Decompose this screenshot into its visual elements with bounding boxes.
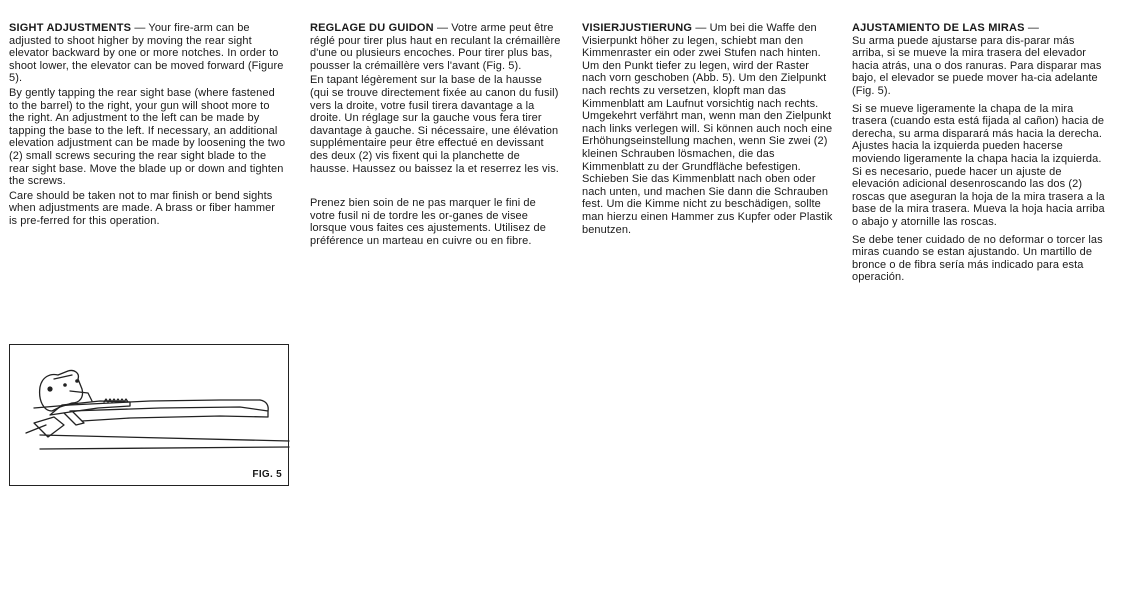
rear-sight-illustration xyxy=(10,345,290,487)
german-column xyxy=(582,22,834,236)
english-paragraph-1-text: — Your fire-arm can be adjusted to shoot higher by moving the rear sight elevator backward by one or more notches. In order to shoot lower, the elevator can be moved forward (Figure 5). xyxy=(9,22,284,85)
spanish-column xyxy=(852,22,1106,284)
spanish-paragraph-1: Su arma puede ajustarse para dis-parar más arriba, si se mueve la mira trasera del elevador hacia atrás, una o dos ranuras. Para disparar mas bajo, el elevador se puede mover ha-cia adelante (Fig. 5). xyxy=(852,34,1102,97)
english-column xyxy=(9,22,286,228)
english-paragraph-2: By gently tapping the rear sight base (where fastened to the barrel) to the right, your gun will shoot more to the right. An adjustment to the left can be made by tapping the base to the left. If necessary, an additional elevation adjustment can be made by loosening the two (2) small screws securing the rear sight blade to the rear sight base. Move the blade up or down and tighten the screws. xyxy=(9,86,286,188)
figure-label: FIG. 5 xyxy=(252,469,282,480)
spanish-heading: AJUSTAMIENTO DE LAS MIRAS xyxy=(852,22,1025,34)
french-paragraph-1-text: — Votre arme peut être réglé pour tirer plus haut en reculant la crémaillère d'une ou plusieurs encoches. Pour tirer plus bas, pousser la crémaillère vers l'avant (Fig. 5). xyxy=(310,22,561,72)
german-paragraph-1-text: — Um bei die Waffe den Visierpunkt höher zu legen, schiebt man den Kimmenraster ein oder zwei Stufen nach hinten. Um den Punkt tiefer zu legen, wird der Raster nach vorn geschoben (Abb. 5). Um den Zielpunkt nach rechts zu versetzen, klopft man das Kimmenblatt am Laufnut vorsichtig nach rechts. Umgekehrt verfährt man, wenn man den Zielpunkt nach links verlegen will. Si können auch noch eine Erhöhungseinstellung machen, wenn Sie zwei (2) kleinen Schrauben lösmachen, die das Kimmenblatt zu der Grundfläche befestigen. Schieben Sie das Kimmenblatt nach oben oder nach unten, und machen Sie dann die Schrauben fest. Um die Kimme nicht zu beschädigen, sollte man hierzu einen Hammer zus Kupfer oder Plastik benutzen. xyxy=(582,22,833,236)
english-heading: SIGHT ADJUSTMENTS xyxy=(9,22,132,34)
english-paragraph-1 xyxy=(9,22,286,85)
spanish-heading-line xyxy=(852,22,1106,35)
spanish-paragraph-3: Se debe tener cuidado de no deformar o torcer las miras cuando se estan ajustando. Un martillo de bronce o de fibra sería más indicado para esta operación. xyxy=(852,233,1103,284)
french-heading: REGLAGE DU GUIDON xyxy=(310,22,434,34)
german-heading: VISIERJUSTIERUNG xyxy=(582,22,693,34)
english-paragraph-3: Care should be taken not to mar finish or bend sights when adjustments are made. A brass or fiber hammer is pre-ferred for this operation. xyxy=(9,189,276,227)
french-paragraph-2: En tapant légèrement sur la base de la hausse (qui se trouve directement fixée au canon du fusil) vers la droite, votre fusil tirera davantage a la droite. Un réglage sur la gauche vous fera tirer davantage à gauche. Si nécessaire, une élévation supplémentaire peur être effectué en devissant des deux (2) vis fixent qui la planchette de hausse. Haussez ou baissez la et reserrez les vis. xyxy=(310,74,559,175)
spanish-heading-dash: — xyxy=(1024,22,1039,34)
french-paragraph-1 xyxy=(310,22,562,72)
french-paragraph-3: Prenez bien soin de ne pas marquer le fini de votre fusil ni de tordre les or-ganes de visee lorsque vous faites ces ajustements. Utilisez de préférence un marteau en cuivre ou en fibre. xyxy=(310,197,546,247)
french-column xyxy=(310,22,562,248)
figure-5-rear-sight-diagram xyxy=(9,344,289,486)
german-paragraph-1 xyxy=(582,22,834,236)
spanish-paragraph-2: Si se mueve ligeramente la chapa de la mira trasera (cuando esta está fijada al cañon) hacia de derecha, su arma disparará más hacia la derecha. Ajustes hacia la izquierda pueden hacerse moviendo ligeramente la chapa hacia la izquierda. Si es necesario, puede hacer un ajuste de elevación adicional desenroscando las dos (2) roscas que aseguran la hoja de la mira trasera a la base de la mira trasera. Mueva la hoja hacia arriba o abajo y atornille las roscas. xyxy=(852,102,1105,228)
